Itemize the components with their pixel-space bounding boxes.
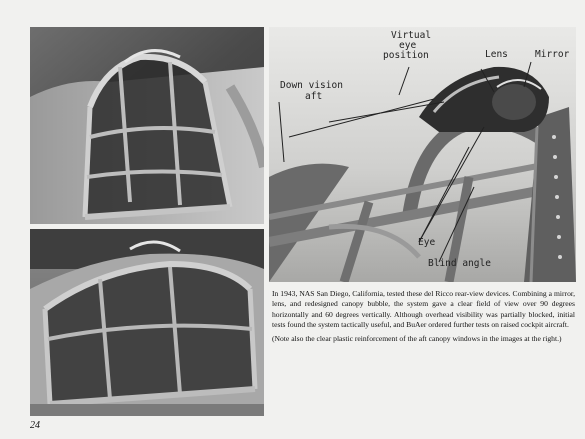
annotation-eye: Eye [418,237,436,248]
annotation-down-vision-line2: aft [305,91,323,102]
annotation-virtual-eye-line2: eye [399,40,417,51]
page-number: 24 [30,420,40,431]
annotation-lens: Lens [485,49,508,60]
caption-paragraph-2: (Note also the clear plastic reinforcement of the aft canopy windows in the images at the right.) [272,334,562,344]
annotation-down-vision-line1: Down vision [280,80,343,91]
annotation-virtual-eye-line3: position [383,50,429,61]
caption [272,289,575,348]
annotation-blind-angle: Blind angle [428,258,491,269]
photo-canopy-side [30,229,264,416]
annotation-virtual-eye-line1: Virtual [391,30,432,41]
photo-canopy-front [30,27,264,224]
caption-paragraph-1: In 1943, NAS San Diego, California, tested these del Ricco rear-view devices. Combining a mirror, lens, and redesigned canopy bubble, the system gave a clear field of view over 90 degrees horizontally and 60 degrees vertically. Although overhead visibility was partially blocked, initial tests found the system tactically useful, and BuAer ordered further tests on raised cockpit aircraft. [272,289,575,329]
annotation-mirror: Mirror [535,49,570,60]
